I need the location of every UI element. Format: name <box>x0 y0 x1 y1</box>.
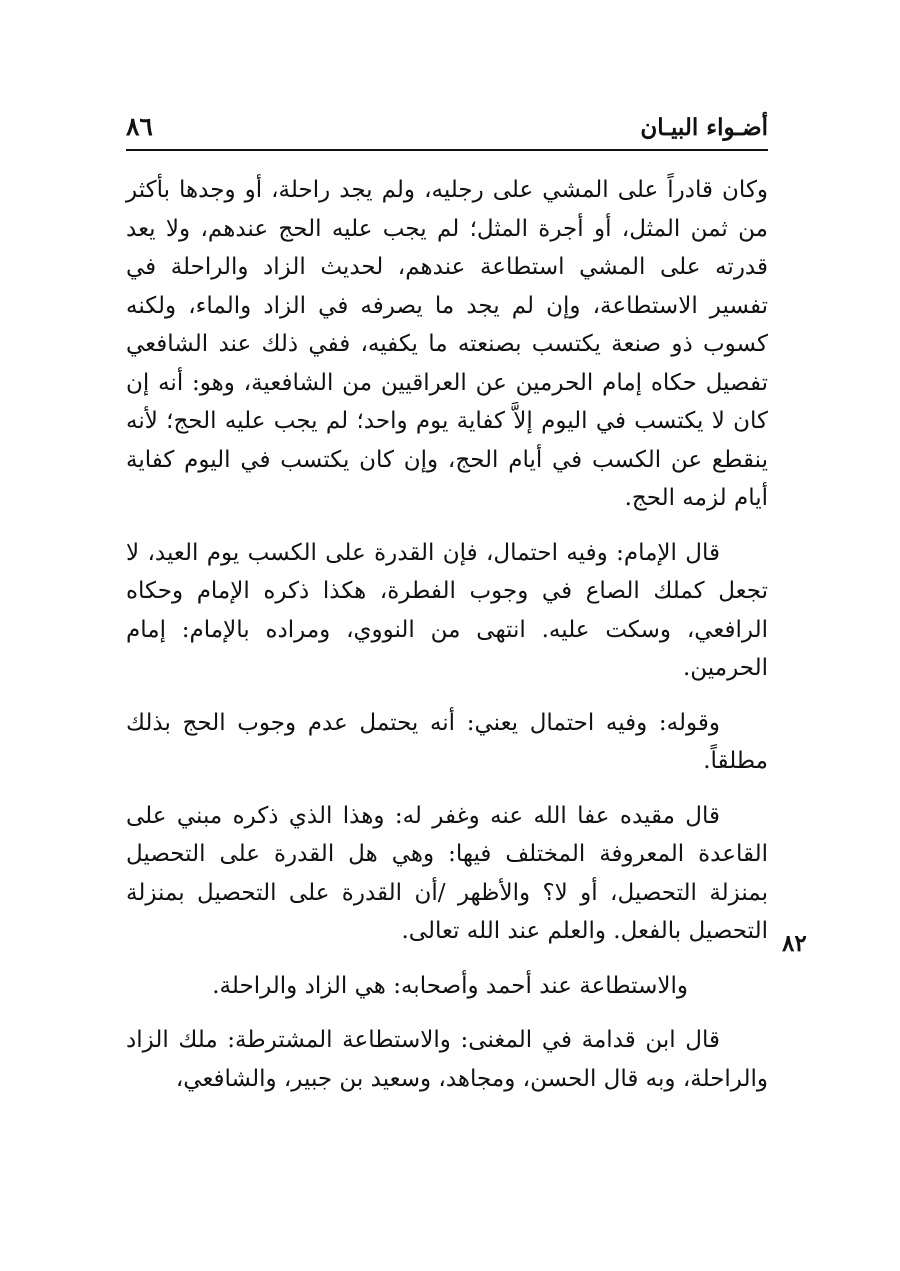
body-text <box>126 171 768 1114</box>
paragraph-4: قال مقيده عفا الله عنه وغفر له: وهذا الذي ذكره مبني على القاعدة المعروفة المختلف فيها: وهي هل القدرة على التحصيل بمنزلة التحصيل، أو لا؟ والأظهر /أن القدرة على التحصيل بمنزلة التحصيل بالفعل. والعلم عند الله تعالى. <box>126 802 768 944</box>
margin-page-reference: ٨٢ <box>782 930 807 957</box>
paragraph-2: قال الإمام: وفيه احتمال، فإن القدرة على الكسب يوم العيد، لا تجعل كملك الصاع في وجوب الفطرة، هكذا ذكره الإمام وحكاه الرافعي، وسكت عليه. انتهى من النووي، ومراده بالإمام: إمام الحرمين. <box>126 539 768 681</box>
paragraph-3: وقوله: وفيه احتمال يعني: أنه يحتمل عدم وجوب الحج بذلك مطلقاً. <box>126 709 768 774</box>
page-header <box>126 108 768 148</box>
page-number: ٨٦ <box>126 112 153 141</box>
header-divider <box>126 149 768 151</box>
running-title: أضـواء البيـان <box>640 114 768 141</box>
paragraph-6: قال ابن قدامة في المغنى: والاستطاعة المشترطة: ملك الزاد والراحلة، وبه قال الحسن، ومجاهد، وسعيد بن جبير، والشافعي، <box>126 1027 768 1092</box>
paragraph-5: والاستطاعة عند أحمد وأصحابه: هي الزاد والراحلة. <box>212 972 688 999</box>
paragraph-1: وكان قادراً على المشي على رجليه، ولم يجد راحلة، أو وجدها بأكثر من ثمن المثل، أو أجرة المثل؛ لم يجب عليه الحج عندهم، ولا يعد قدرته على المشي استطاعة عندهم، لحديث الزاد والراحلة في تفسير الاستطاعة، وإن لم يجد ما يصرفه في الزاد والماء، ولكنه كسوب ذو صنعة يكتسب بصنعته ما يكفيه، ففي ذلك عند الشافعي تفصيل حكاه إمام الحرمين عن العراقيين من الشافعية، وهو: أنه إن كان لا يكتسب في اليوم إلاَّ كفاية يوم واحد؛ لم يجب عليه الحج؛ لأنه ينقطع عن الكسب في أيام الحج، وإن كان يكتسب في اليوم كفاية أيام لزمه الحج. <box>126 177 768 511</box>
